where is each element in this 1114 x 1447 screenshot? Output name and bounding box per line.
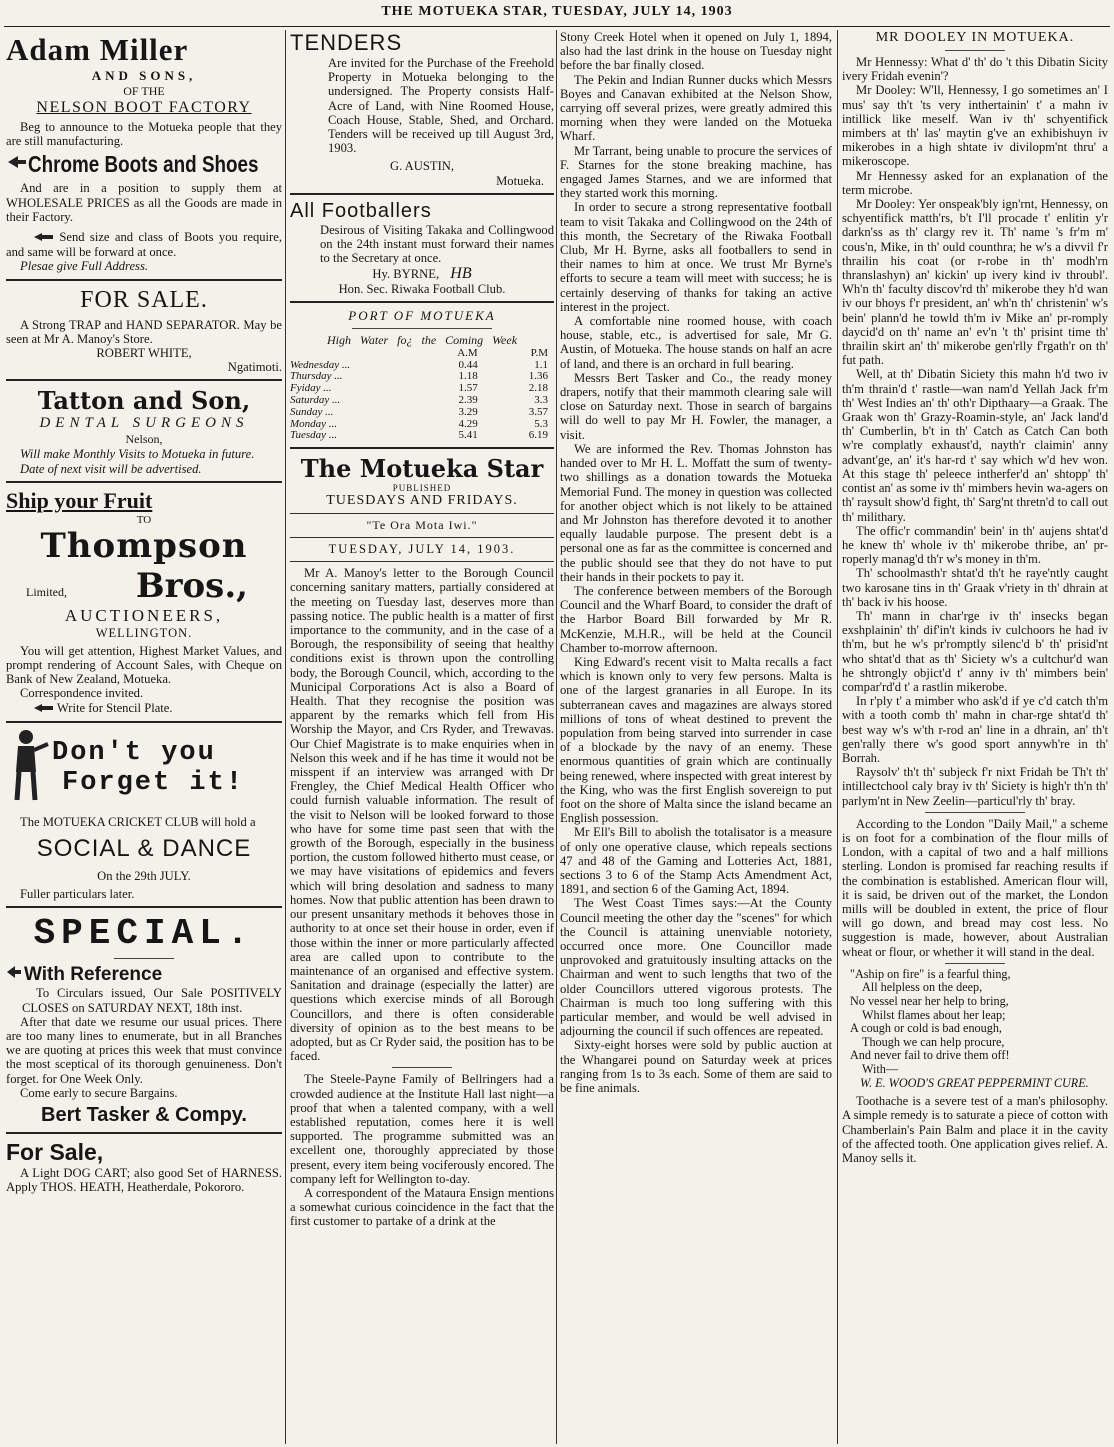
tide-pm: 3.57 — [528, 405, 548, 418]
tide-pm: 1.36 — [528, 370, 548, 383]
star-published: PUBLISHED — [392, 483, 452, 494]
tatton-nelson: Nelson, — [125, 432, 163, 447]
for-sale-name: ROBERT WHITE, — [96, 346, 192, 361]
forget-it-line: Forget it! — [62, 768, 245, 799]
thompson-bros: Bros., — [135, 565, 248, 606]
cricket-club-ad — [6, 728, 282, 902]
cricket-later: Fuller particulars later. — [20, 887, 135, 902]
adam-miller-text-1: Beg to announce to the Motueka people that they are still manufacturing. — [6, 120, 282, 149]
mataura-article: A correspondent of the Mataura Ensign mentions a somewhat curious coincidence in the fact that the first customer to partake of a drink at the — [290, 1185, 554, 1229]
tide-day: Saturday ... — [290, 394, 341, 407]
column-rule-1 — [285, 30, 286, 1444]
special-text-3: Come early to secure Bargains. — [20, 1085, 178, 1100]
tide-day: Thursday ... — [290, 370, 343, 383]
social-dance-heading: SOCIAL & DANCE — [36, 835, 252, 863]
steele-payne-article: The Steele-Payne Family of Bellringers had a crowded audience at the Institute Hall last night—a proof that when a talented company, with a well established reputation, comes here it is well supported. The programme submitted was an excellent one, thoroughly appreciated by those present, every item being vociferously encored. The company left for Wellington to-day. — [290, 1072, 554, 1186]
newspaper-masthead: THE MOTUEKA STAR, TUESDAY, JULY 14, 1903 — [381, 4, 733, 19]
woods-poem — [842, 968, 1108, 1077]
newspaper-nameplate — [290, 454, 554, 562]
for-sale-text: A Strong TRAP and HAND SEPARATOR. May be seen at Mr A. Manoy's Store. — [6, 317, 282, 346]
for-sale-2-text: A Light DOG CART; also good Set of HARNESS. Apply THOS. HEATH, Heatherdale, Pokororo. — [6, 1166, 282, 1195]
column-local-news — [560, 30, 832, 1444]
adam-miller-sons: AND SONS, — [91, 68, 197, 83]
tide-am: 4.29 — [458, 417, 478, 430]
divider — [6, 379, 282, 381]
dooley-para-6: The offic'r commandin' bein' in th' aujens shtat'd he knew th' whole iv th' mikerobe thribe, an' pr-roperly manag'd th'r w's money in th'm. — [842, 523, 1108, 567]
ship-to: TO — [136, 513, 152, 526]
cricket-text: The MOTUEKA CRICKET CLUB will hold a — [20, 814, 256, 829]
ship-fruit-title: Ship your Fruit — [6, 487, 153, 513]
thompson-text-2: Correspondence invited. — [20, 686, 144, 701]
tenders-place: Motueka. — [496, 173, 544, 188]
thompson-limited: Limited, — [26, 584, 67, 599]
column-dooley — [842, 30, 1108, 1444]
column-rule-3 — [837, 30, 838, 1444]
dooley-para-9: In r'ply t' a mimber who ask'd if ye c'd catch th'm with a tooth comb th' mahn in char-rge shtat'd th' best way w's w'th r-rod an' line in a dhrain, an' th't gen'rally there w's good sport annywh're in th' Borrah. — [842, 694, 1108, 765]
special-text-1: To Circulars issued, Our Sale POSITIVELY CLOSES on SATURDAY NEXT, 18th inst. — [22, 986, 282, 1015]
tide-pm: 5.3 — [534, 417, 548, 430]
tide-am: 1.57 — [458, 382, 478, 395]
tide-row — [290, 430, 554, 442]
tide-pm: 2.18 — [528, 382, 548, 395]
dooley-para-7: Th' schoolmasth'r shtat'd th't he raye'ntly caught two karosane tins in th' Graak v'riety in th' dhrain at th' back iv his hoose. — [842, 566, 1108, 609]
thompson-text-1: You will get attention, Highest Market Values, and prompt rendering of Account Sales, with Cheque on Bank of New Zealand, Motueka. — [6, 643, 282, 687]
special-ad — [6, 913, 282, 1127]
pointing-hand-icon — [6, 963, 24, 986]
man-figure-icon — [6, 728, 52, 809]
poem-line: A cough or cold is bad enough, — [850, 1021, 1002, 1036]
dooley-para-10: Raysolv' th't th' subjeck f'r nixt Fridah be Th't th' intillectchool caly bray iv th' Siciety is high'r th'n th' parlym'nt in New Zeelin—particul'rly th' bray. — [842, 765, 1108, 808]
poem-line: All helpless on the deep, — [862, 980, 983, 995]
daily-mail-article: According to the London "Daily Mail," a scheme is on foot for a combination of the flour mills of London, with a capital of two and a half millions sterling. London is promised far reaching results if the combination is established. American flour will, it is said, be driven out of the market, the London mills will be doubled in extent, the price of flour will go down, and bread may cost less. No suggestion is made, however, about Australian wheat or flour, or whether it will stand in the deal. — [842, 816, 1108, 959]
toothache-article: Toothache is a severe test of a man's philosophy. A simple remedy is to saturate a piece of cotton with Chamberlain's Pain Balm and place it in the cavity of the affected tooth. One application gives relief. A. Manoy sells it. — [842, 1094, 1108, 1165]
column-editorial — [290, 30, 554, 1444]
signature-mark: HB — [450, 265, 472, 283]
tide-day: Monday ... — [290, 417, 338, 430]
wellington: WELLINGTON. — [95, 625, 193, 640]
column-advertisements — [6, 30, 282, 1444]
footballers-ad — [290, 200, 554, 296]
tide-pm: 1.1 — [534, 358, 548, 371]
tide-table — [290, 348, 554, 442]
thompson-text-3: Write for Stencil Plate. — [56, 700, 173, 715]
news-stony-creek: Stony Creek Hotel when it opened on July 1, 1894, also had the last drink in the house on Tuesday night before the bar finally closed. — [560, 30, 832, 73]
for-sale-place: Ngatimoti. — [227, 360, 282, 375]
tide-heading: High Water fo¿ the Coming Week — [326, 332, 518, 347]
port-of-motueka — [290, 308, 554, 442]
tide-day: Fyiday ... — [290, 382, 332, 395]
tenders-title: TENDERS — [290, 30, 403, 55]
news-house-for-sale: A comfortable nine roomed house, with coach house, stable, etc., is advertised for sale, Mr G. Austin, of Motueka. The house stands on half an acre of land, and there is an orchard in full bearing. — [560, 314, 832, 371]
poem-line: Whilst flames about her leap; — [862, 1007, 1006, 1022]
tatton-text-2: Date of next visit will be advertised. — [20, 461, 202, 476]
news-horses: Sixty-eight horses were sold by public auction at the Whangarei pound on Saturday week at prices ranging from 1s to 3s each. Some of them are said to be fine animals. — [560, 1038, 832, 1096]
dooley-para-1: Mr Hennessy: What d' th' do 't this Dibatin Sicity ivery Fridah evenin'? — [842, 55, 1108, 84]
masthead-rule — [4, 26, 1110, 27]
news-memorial-fund: We are informed the Rev. Thomas Johnston has handed over to Mr H. L. Moffatt the sum of twenty-two shillings as a donation towards the Motueka Memorial Fund. The money in question was collected for another object which is not likely to be attained and Mr Johnston has therefore devoted it to another equally laudable purpose. The present debt is a personal one as far as the committee is concerned and the public should see that they do not have to put their hands in their pockets to pay it. — [560, 441, 832, 584]
tide-am: 1.18 — [458, 370, 478, 383]
nelson-boot-factory: NELSON BOOT FACTORY — [36, 99, 252, 116]
bert-tasker-name: Bert Tasker & Compy. — [41, 1104, 247, 1127]
chrome-boots-heading: Chrome Boots and Shoes — [28, 151, 259, 178]
column-rule-2 — [556, 30, 557, 1444]
poem-line: Though we can help procure, — [862, 1034, 1005, 1049]
tide-day: Tuesday ... — [290, 429, 338, 442]
dooley-para-2: Mr Dooley: W'll, Hennessy, I go sometimes an' I mus' say th't 'ts very inthertainin' t' a mahn iv intillick like meself. Wan iv th' schyentifick mimbers at th' las' maytin g've an exhibishuyn iv mikerobes in a high shtate iv divilopm'nt thru' a mikeroscope. — [842, 83, 1108, 169]
footballers-text: Desirous of Visiting Takaka and Collingwood on the 24th instant must forward their names to the Secretary at once. — [320, 222, 554, 266]
news-clearing-sale: Messrs Bert Tasker and Co., the ready money drapers, notify that their mammoth clearing sale will close on Saturday next. Those in search of bargains will do well to pay Mr H. Fowler, the manager, a visit. — [560, 370, 832, 442]
woods-peppermint-cure: W. E. WOOD'S GREAT PEPPERMINT CURE. — [860, 1075, 1089, 1090]
divider — [290, 447, 554, 449]
tide-pm: 6.19 — [528, 429, 548, 442]
tide-am: 0.44 — [458, 358, 478, 371]
tide-am: 5.41 — [458, 429, 478, 442]
adam-miller-ad — [6, 32, 282, 274]
tide-am-header: A.M — [457, 346, 478, 359]
star-date: TUESDAY, JULY 14, 1903. — [328, 542, 516, 557]
news-football-team: In order to secure a strong representative football team to visit Takaka and Collingwood on the 24th of this month, the Secretary of the Riwaka Football Club, Mr H. Byrne, asks all footballers to send in their names to him at once. We trust Mr Byrne's efforts to secure a team will meet with success; he is certainly deserving of thanks for taking an active interest in the project. — [560, 200, 832, 314]
news-malta: King Edward's recent visit to Malta recalls a fact which is known only to very few persons. Malta is one of the largest granaries in all Europe. In its subterranean caves and magazines are always stored millions of tons of wheat destined to prevent the population from being starved into surrender in case of a blockade by the navy of an enemy. These enormous quantities of grain which are continually being renewed, where inspected with great interest by the King, who was the first English sovereign to put foot on the shore of Malta since the island became an English possession. — [560, 654, 832, 826]
tide-day: Wednesday ... — [290, 358, 351, 371]
news-conference: The conference between members of the Borough Council and the Wharf Board, to consider the draft of the Harbor Board Bill forwarded by Mr R. McKenzie, M.H.R., will be held at the Council Chamber to-morrow afternoon. — [560, 583, 832, 655]
cricket-date: On the 29th JULY. — [97, 869, 191, 884]
with-reference-heading: With Reference — [24, 963, 163, 985]
poem-line: "Aship on fire" is a fearful thing, — [850, 966, 1011, 981]
footballers-name: Hy. BYRNE, — [372, 267, 440, 282]
star-title: The Motueka Star — [300, 454, 544, 484]
tide-pm-header: P.M — [530, 346, 548, 359]
poem-line: And never fail to drive them off! — [850, 1048, 1010, 1063]
poem-line: With— — [862, 1061, 899, 1076]
news-ducks: The Pekin and Indian Runner ducks which Messrs Boyes and Canavan exhibited at the Nelson Show, carrying off several prizes, were greatly admired this morning when they were landed on the Motueka Wharf. — [560, 72, 832, 144]
port-title: PORT OF MOTUEKA — [348, 307, 496, 323]
tide-am: 2.39 — [458, 394, 478, 407]
for-sale-title: FOR SALE. — [80, 286, 208, 313]
tatton-ad — [6, 386, 282, 475]
dooley-title: MR DOOLEY IN MOTUEKA. — [875, 30, 1075, 45]
special-text-2: After that date we resume our usual prices. There are too many lines to enumerate, but in all Branches we are quoting at prices this week that must convince the most sceptical of its thorough genuineness. Don't forget. for One Week Only. — [6, 1014, 282, 1086]
divider — [6, 721, 282, 723]
thompson-name: Thompson — [40, 525, 248, 566]
auctioneers: AUCTIONEERS, — [64, 605, 224, 625]
adam-miller-text-3: Send size and class of Boots you require, and same will be forward at once. — [6, 230, 282, 260]
star-motto: "Te Ora Mota Iwi." — [366, 518, 478, 533]
dooley-para-3: Mr Hennessy asked for an explanation of the term microbe. — [842, 168, 1108, 197]
adam-miller-of: OF THE — [123, 84, 165, 98]
adam-miller-title: Adam Miller — [6, 32, 189, 67]
tide-row — [290, 407, 554, 419]
footballers-title: All Footballers — [290, 199, 432, 222]
divider — [6, 481, 282, 483]
adam-miller-text-2: And are in a position to supply them at WHOLESALE PRICES as all the Goods are made in their Factory. — [6, 181, 282, 224]
tatton-title: Tatton and Son, — [37, 386, 251, 416]
star-days: TUESDAYS AND FRIDAYS. — [326, 493, 518, 509]
news-west-coast: The West Coast Times says:—At the County Council meeting the other day the "scenes" for which the Council is attaining unenviable notoriety, occurred once more. One Councillor made unprovoked and gratuitously insulting attacks on the Chairman and went to such lengths that two of the older Councillors uttered vigorous protests. The Chairman is much too long suffering with this particular member, and would be well advised in adjourning the council if such offences are repeated. — [560, 896, 832, 1039]
tenders-ad — [290, 30, 554, 188]
tenders-text: Are invited for the Purchase of the Freehold Property in Motueka belonging to the undersigned. The Property consists Half-Acre of Land, with Nine Roomed House, Coach House, Stable, Shed, and Orchard. Tenders will be received up till August 3rd, 1903. — [328, 56, 554, 156]
for-sale-dog-cart-ad — [6, 1139, 282, 1194]
editorial-article: Mr A. Manoy's letter to the Borough Council concerning sanitary matters, partially considered at the meeting on Tuesday last, deserves more than passing notice. The public health is a matter of first importance to the community, and in the case of a Borough, the responsibility of seeing that healthy conditions exist is thrown upon the controlling body, the Borough Council, which, according to the Municipal Corporations Act is also a Board of Health. That they recognise the position was apparent by the remarks which fell from His Worship the Mayor, and Crs Ryder, and Trewavas. Our Chief Magistrate is to make enquiries when in Nelson this week and if he has time it would not be misspent if an interview was arranged with Dr Frengley, the Chief Medical Health Officer who could furnish valuable information. The result of the visit to Nelson will be looked forward to those who have for some time past seen that with the growth of the Borough, especially in the business portion, the custom followed hitherto must cease, or we may have visitations of epidemics and fevers which will bring desolation and sadness to many homes. Now that public attention has been drawn to our present unsanitary methods it behoves those in authority to at once set their house in order, even if those within the inner or more particularly affected area are called upon to contribute to the maintenance of an organised and effective system. Sanitation and drainage (especially the latter) are questions which exercise minds of all Borough Councillors, and there is often considerable diversity of opinion as to the best means to be adopted, but as Cr Ryder said, the position has to be faced. — [290, 566, 554, 1064]
tenders-name: G. AUSTIN, — [389, 159, 455, 174]
dooley-para-8: Th' mann in char'rge iv th' insecks began exshplainin' th' dif'in't kinds iv culchoors he had iv th'm, but he w's pr'romptly silenc'd b' th' prisid'nt who shtat'd that as th' Siciety w's a cultchur'd wan he shtrongly objict'd t' anny iv th' mimbers bein' compar'rd'd t' a rastlin mikerobe. — [842, 608, 1108, 694]
footballers-secretary: Hon. Sec. Riwaka Football Club. — [338, 281, 506, 296]
divider — [6, 279, 282, 281]
pointing-hand-icon — [6, 151, 28, 178]
news-totalisator: Mr Ell's Bill to abolish the totalisator is a measure of only one operative clause, which repeals sections 47 and 48 of the Gaming and Lotteries Act, 1881, sections 3 to 6 of the Stamp Acts Amendment Act, 1891, and section 6 of the Gaming Act, 1894. — [560, 825, 832, 897]
manicule-icon — [20, 231, 54, 245]
tide-am: 3.29 — [458, 405, 478, 418]
thompson-ad — [6, 488, 282, 716]
for-sale-ad — [6, 287, 282, 375]
for-sale-2-title: For Sale, — [6, 1139, 104, 1166]
manicule-icon — [20, 702, 54, 716]
poem-line: No vessel near her help to bring, — [850, 993, 1009, 1008]
divider — [290, 301, 554, 303]
adam-miller-address-note: Plesae give Full Address. — [20, 259, 149, 274]
divider — [290, 193, 554, 195]
tatton-text-1: Will make Monthly Visits to Motueka in future. — [20, 447, 255, 462]
news-stone-breaking: Mr Tarrant, being unable to procure the services of F. Starnes for the stone breaking machine, has engaged James Starnes, and we are informed that they started work this morning. — [560, 143, 832, 201]
divider — [6, 906, 282, 908]
special-title: SPECIAL. — [33, 913, 255, 955]
dental-surgeons: DENTAL SURGEONS — [39, 415, 249, 432]
tide-day: Sunday ... — [290, 405, 334, 418]
tide-pm: 3.3 — [534, 394, 548, 407]
dooley-para-5: Well, at th' Dibatin Siciety this mahn h'd two iv th'm thrain'd t' rastle—wan nam'd Yellah Jack fr'm th' West Indies an' th' oth'r Dipthaary—a Graak. The Graak won th' Grazy-Roamin-style, an' Jack land'd th' Cumberlin, b't in th' Catch as Catch Can both w're complatly exhaust'd, nayth'r claimin' anny advant'ge, an' it's har-rd t' say which w'd hev won. At this stage th' peleece intherfer'd an' shtopp' th' contist an' as some iv th' mimbers hevin wa-agers on th' raysult show'd fight, th' Sarg'nt thretn'd to call out th' milithary. — [842, 367, 1108, 524]
dooley-para-4: Mr Dooley: Yer onspeak'bly ign'rnt, Hennessy, on schyentifick matth'rs, b't I'll procade t' enlitin y'r darkn'ss as th' clargy rev it. Th' name 's fr'm m' cous'n, Mike, in th' ould counthra; he w's a divvil f'r thrailin his coat (or r-robe in th' modh'rn thranslashyn) an' kickin' up ivery kind iv throubl'. Wh'n th' faculty discov'rd th' mikerobe they h'd wan iv our bhoys f'r president, an' wh'n th' christenin' w's bein' plann'd he towld th'm iv Mike an' pr-romply daycid'd on th' name an' ev'n 't th' prisint time th' thrailin skirt an' th' mikerobe gen'rlly f'rgath'r on th' fut path. — [842, 197, 1108, 368]
divider — [6, 1132, 282, 1134]
dont-you-line: Don't you — [52, 738, 216, 769]
